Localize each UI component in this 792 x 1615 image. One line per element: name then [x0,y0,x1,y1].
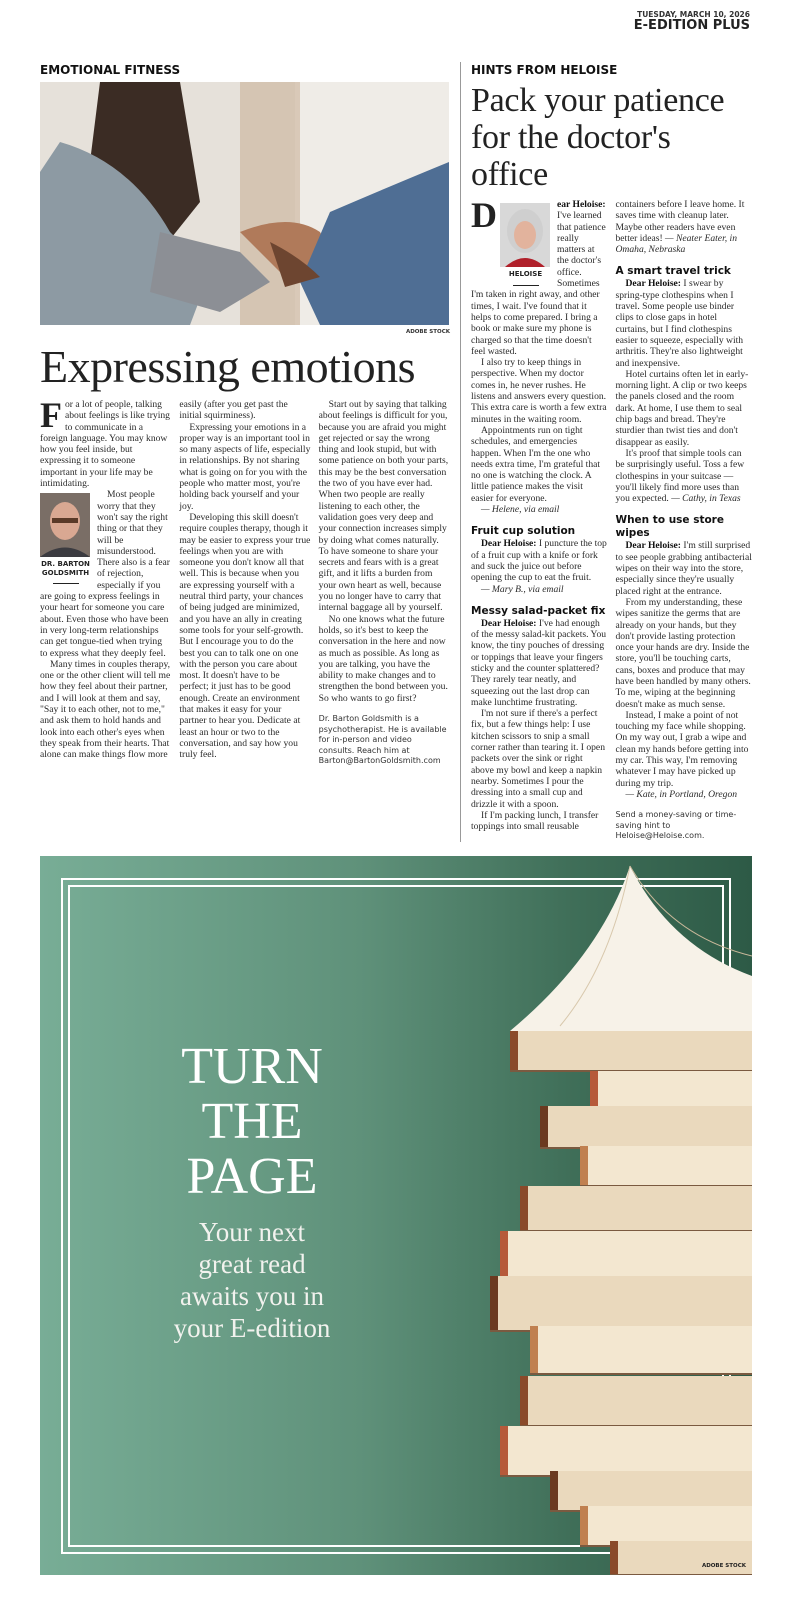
book-spine-icon [590,1071,598,1111]
paragraph [616,448,753,504]
book-spine-icon [500,1231,508,1281]
ad-subtitle-line: awaits you in [180,1280,324,1311]
author-caption: DR. BARTON GOLDSMITH [41,560,90,577]
paragraph-text: I've learned that patience really matters at the doctor's office. Sometimes I'm taken in right away, and other times, I wait. I've found that it helps to come prepared. I bring a book or make sure my phone is charged so that the time doesn't feel wasted. [471,210,606,357]
reader-signature: — Mary B., via email [481,583,564,595]
paragraph-text: or a lot of people, talking about feelings is like trying to communicate in a foreign language. You may know how you feel inside, but expressing it to someone important in your life may be intimidating. [40,399,170,490]
author-tagline: Dr. Barton Goldsmith is a psychotherapist. He is available for in-person and video consults. Reach him at Barton@BartonGoldsmith.com [318,714,447,766]
headline-expressing-emotions: Expressing emotions [40,341,416,392]
paragraph [40,395,171,490]
paragraph [616,710,753,800]
book-icon [550,1471,752,1511]
paragraph [616,540,753,596]
author-photo [500,203,550,267]
reader-signature: — Helene, via email [481,504,560,516]
author-headshot [500,203,551,286]
ad-title-line: THE [201,1092,303,1150]
paragraph [471,708,608,810]
paragraph-text: Appointments run on tight schedules, and emergencies happen. When I'm the one who needs extra time, I'm grateful that no one is watching the clock. A little patience makes the visit easier for everyone. [471,424,601,504]
reader-signature: — Cathy, in Texas [671,493,741,505]
subhead: Fruit cup solution [471,525,576,538]
book-icon [520,1376,752,1426]
letter-salutation: ear Heloise: [557,199,606,210]
turn-the-page-ad[interactable] [40,856,752,1575]
articles-row [40,62,752,842]
column-divider [460,62,461,842]
paragraph [179,512,310,761]
paragraph-text: Hotel curtains often let in early-morning light. A clip or two keeps the panels closed and the room dark. At home, I use them to seal chip bags and bread. They're sturdier than twist ties and don't disappear as easily. [615,368,749,448]
paragraph-text: From my understanding, these wipes sanitize the germs that are already on your hands, but they don't provide lasting protection once your hands are dry. Inside the store, you'll be touching carts, cans, boxes and produce that may have been handled by many others. To me, wiping at the beginning doesn't make as much sense. [615,596,751,710]
ad-subtitle-line: Your next [198,1216,306,1247]
paragraph [616,278,753,368]
author-photo [40,493,90,557]
page-header [0,0,792,62]
paragraph-text: I puncture the top of a fruit cup with a knife or fork and suck the juice out before opening the cup to eat the fruit. [471,538,607,584]
book-spine-icon [520,1186,528,1231]
book-spine-icon [580,1146,588,1186]
book-icon [580,1146,752,1186]
book-icon [530,1326,752,1374]
paragraph [616,597,753,710]
book-icon [490,1276,752,1331]
book-stack-image [440,856,752,1575]
paragraph-text: Many times in couples therapy, one or the other client will tell me how they feel about their partner, and I will look at them and say, "Say it to each other, not to me," and ask them to hold hands and look into each other's eyes when they speak from their hearts. That alone can make things flow more easily (after you get past the initial squirminess). [40,399,288,761]
book-spine-icon [490,1276,498,1331]
article-body-emotional-fitness [40,395,450,767]
book-icon [610,1541,752,1575]
subhead: A smart travel trick [615,265,731,278]
reader-signature: — Neater Eater, in Omaha, Nebraska [615,232,737,256]
author-tagline: Send a money-saving or time-saving hint to Heloise@Heloise.com. [615,810,737,841]
book-icon [580,1506,752,1546]
paragraph-text: I'm not sure if there's a perfect fix, but a few things help: I use kitchen scissors to snip a small corner rather than tearing it. I open packets over the sink or right above my bowl and keep a napkin nearby. Sometimes I pour the dressing into a small cup and drizzle it with a spoon. [471,708,605,810]
headline-pack-your-patience: Pack your patience for the doctor's office [471,82,725,193]
subhead: When to use store wipes [615,514,724,540]
letter-salutation: Dear Heloise: [481,538,537,550]
article-photo-holding-hands [40,82,449,325]
book-spine-icon [510,1031,518,1071]
paragraph-text: If I'm packing lunch, I transfer toppings into small reusable containers before I leave home. It saves time with cleanup later. Maybe other readers have even better ideas! [471,199,745,833]
book-spine-icon [610,1541,618,1575]
paragraph-text: Expressing your emotions in a proper way is an important tool in so many aspects of life, especially in relationships. By not sharing what is going on for you with the people who matter most, you're holding back yourself and your joy. [179,421,311,512]
book-icon [590,1071,752,1111]
paragraph [471,357,608,425]
book-spine-icon [540,1106,548,1148]
paragraph-text: I'm still surprised to see people grabbing antibacterial wipes on their way into the store, especially since they're usually placed right at the entrance. [615,540,752,597]
drop-cap: F [40,395,62,435]
paragraph-text: Instead, I make a point of not touching my face while shopping. On my way out, I grab a wipe and clean my hands before getting into my car. This way, I'm removing whatever I may have picked up during my trip. [615,709,749,789]
issue-date: TUESDAY, MARCH 10, 2026 [637,10,750,19]
book-icon [510,1031,752,1071]
ad-title [132,1039,372,1204]
article-emotional-fitness [40,62,450,842]
ad-subtitle-line: great read [198,1248,306,1279]
paragraph-text: I've had enough of the messy salad-kit packets. You know, the tiny pouches of dressing or toppings that leave your fingers sticky and the counter splattered? They rarely tear neatly, and squeezing out the last drop can make lunchtime frustrating. [471,617,607,708]
book-icon [500,1426,752,1476]
paragraph [319,399,450,614]
photo-credit: ADOBE STOCK [405,329,450,335]
paragraph-text: Most people worry that they won't say the right thing or that they will be misunderstood. There also is a fear of rejection, especially if you are going to express feelings in your heart for someone you care about. Even those who have been in very long-term relationships can get tongue-tied when trying to express what they deeply feel. [40,489,170,659]
left-kicker: EMOTIONAL FITNESS [40,63,181,77]
letter-salutation: Dear Heloise: [625,540,682,552]
paragraph [616,369,753,448]
caption-rule [513,285,539,286]
ad-title-line: PAGE [186,1147,318,1205]
article-body-heloise [471,195,752,842]
paragraph [471,425,608,515]
book-spine-icon [580,1506,588,1546]
ad-subtitle [132,1216,372,1344]
letter-salutation: Dear Heloise: [625,278,682,290]
paragraph-text: It's proof that simple tools can be surprisingly useful. Toss a few clothespins in your suitcase — you'll likely find more uses than you expected. [615,447,745,505]
book-spine-icon [500,1426,508,1476]
ad-subtitle-line: your E-edition [173,1312,331,1343]
book-spine-icon [530,1326,538,1374]
drop-cap: D [471,195,497,235]
author-headshot [40,493,91,584]
paragraph [471,618,608,708]
book-spine-icon [520,1376,528,1426]
letter-salutation: Dear Heloise: [481,617,537,629]
right-kicker: HINTS FROM HELOISE [471,63,618,77]
paragraph [179,422,310,512]
caption-rule [53,583,79,584]
book-spine-icon [550,1471,558,1511]
paragraph [319,614,450,704]
paragraph-text: Start out by saying that talking about feelings is difficult for you, because you are afraid you might get rejected or say the wrong thing and look stupid, but with some patience on both your parts, this may be the best conversation the two of you have ever had. When two people are really listening to each other, the validation goes very deep and your connection increases simply by doing what comes naturally. To have someone to share your secrets and fears with is a great gift, and it lifts a burden from your own heart as well, because you no longer have to carry that internal baggage all by yourself. [318,399,449,614]
subhead: Messy salad-packet fix [471,604,606,617]
paragraph-text: I also try to keep things in perspective. When my doctor comes in, he never rushes. He listens and answers every question. This extra care is worth a few extra minutes in the waiting room. [471,357,607,425]
book-icon [520,1186,752,1231]
paragraph-text: Developing this skill doesn't require couples therapy, though it may be easier to express your true feelings when you are with someone you don't know all that well. This is because when you are expressing yourself with a neutral third party, your chances of being judged are minimized, and you have an ally in creating some tools for your self-growth. But I encourage you to do the best you can to talk one on one with the person you care about most. It doesn't have to be perfect; it just has to be good enough. Create an environment that makes it easy for your partner to hear you. Dedicate at least an hour or two to the conversation, and say how you truly feel. [179,511,311,761]
reader-signature: — Kate, in Portland, Oregon [625,788,738,800]
book-icon [540,1106,752,1148]
ad-photo-credit: ADOBE STOCK [701,1562,746,1569]
paragraph [471,195,608,357]
ad-title-line: TURN [181,1037,323,1095]
paragraph-text: I swear by spring-type clothespins when I travel. Some people use binder clips to close gaps in hotel curtains, but I find clothespins easier to squeeze, especially with arthritis. They're also lightweight and inexpensive. [615,278,744,369]
book-icon [500,1231,752,1281]
article-hints-from-heloise [471,62,752,842]
paragraph [471,538,608,594]
open-book-pages-icon [510,866,752,1031]
author-caption: HELOISE [508,270,543,278]
section-title: E-EDITION PLUS [633,18,750,33]
paragraph-text: No one knows what the future holds, so it's best to keep the conversation in the here and now as much as possible. As long as you are talking, you have the ability to make changes and to strengthen the bond between you. So who wants to go first? [318,613,448,704]
